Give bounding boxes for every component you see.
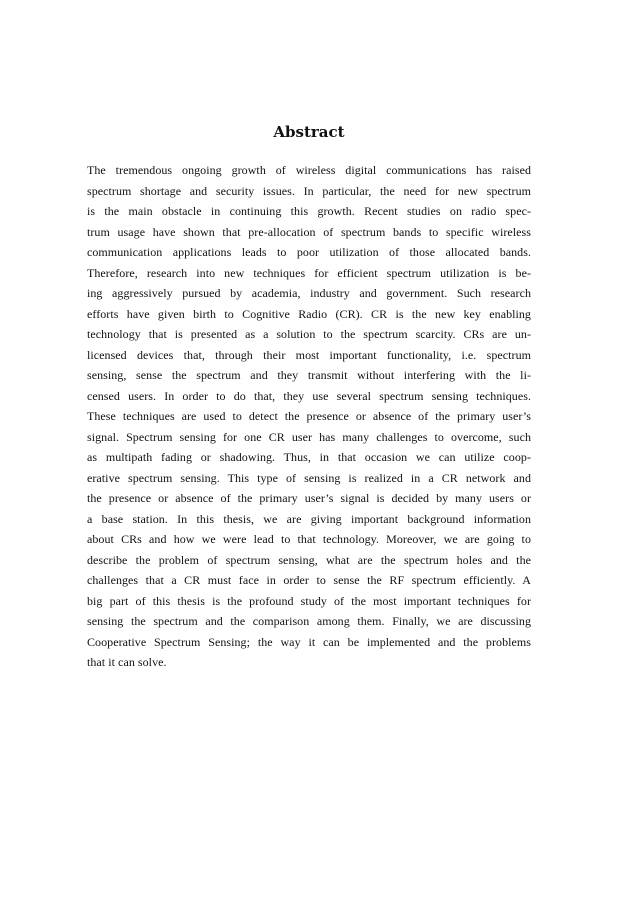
abstract-line: The tremendous ongoing growth of wireless digital communications has raised	[87, 163, 531, 177]
abstract-line: communication applications leads to poor utilization of those allocated bands.	[87, 245, 531, 259]
abstract-line: sensing, sense the spectrum and they transmit without interfering with the li-	[87, 368, 531, 382]
abstract-line: ing aggressively pursued by academia, industry and government. Such research	[87, 286, 531, 300]
abstract-line: describe the problem of spectrum sensing, what are the spectrum holes and the	[87, 552, 531, 567]
abstract-line: big part of this thesis is the profound study of the most important techniques for	[87, 593, 531, 608]
abstract-line: Cooperative Spectrum Sensing; the way it can be implemented and the problems	[87, 634, 531, 649]
abstract-line: sensing the spectrum and the comparison among them. Finally, we are discussing	[87, 614, 531, 628]
abstract-line: licensed devices that, through their most important functionality, i.e. spectrum	[87, 347, 531, 362]
abstract-line: spectrum shortage and security issues. In particular, the need for new spectrum	[87, 183, 531, 198]
abstract-line: as multipath fading or shadowing. Thus, in that occasion we can utilize coop-	[87, 450, 531, 464]
abstract-line: a base station. In this thesis, we are giving important background information	[87, 511, 531, 526]
abstract-line: technology that is presented as a solution to the spectrum scarcity. CRs are un-	[87, 327, 531, 341]
abstract-line-last: that it can solve.	[87, 655, 167, 669]
abstract-heading: Abstract	[273, 123, 345, 141]
abstract-line: erative spectrum sensing. This type of sensing is realized in a CR network and	[87, 470, 531, 485]
abstract-line: Therefore, research into new techniques for efficient spectrum utilization is be-	[87, 265, 531, 280]
abstract-line: trum usage have shown that pre-allocation of spectrum bands to specific wireless	[87, 224, 531, 239]
abstract-line: censed users. In order to do that, they use several spectrum sensing techniques.	[87, 388, 531, 403]
abstract-line: signal. Spectrum sensing for one CR user has many challenges to overcome, such	[87, 429, 531, 444]
abstract-line: about CRs and how we were lead to that technology. Moreover, we are going to	[87, 532, 531, 546]
abstract-line: These techniques are used to detect the presence or absence of the primary user’s	[87, 409, 531, 423]
abstract-line: the presence or absence of the primary user’s signal is decided by many users or	[87, 491, 531, 505]
abstract-line: is the main obstacle in continuing this growth. Recent studies on radio spec-	[87, 204, 531, 218]
abstract-body	[87, 160, 531, 673]
abstract-line: efforts have given birth to Cognitive Radio (CR). CR is the new key enabling	[87, 306, 531, 321]
abstract-line: challenges that a CR must face in order to sense the RF spectrum efficiently. A	[87, 573, 531, 587]
